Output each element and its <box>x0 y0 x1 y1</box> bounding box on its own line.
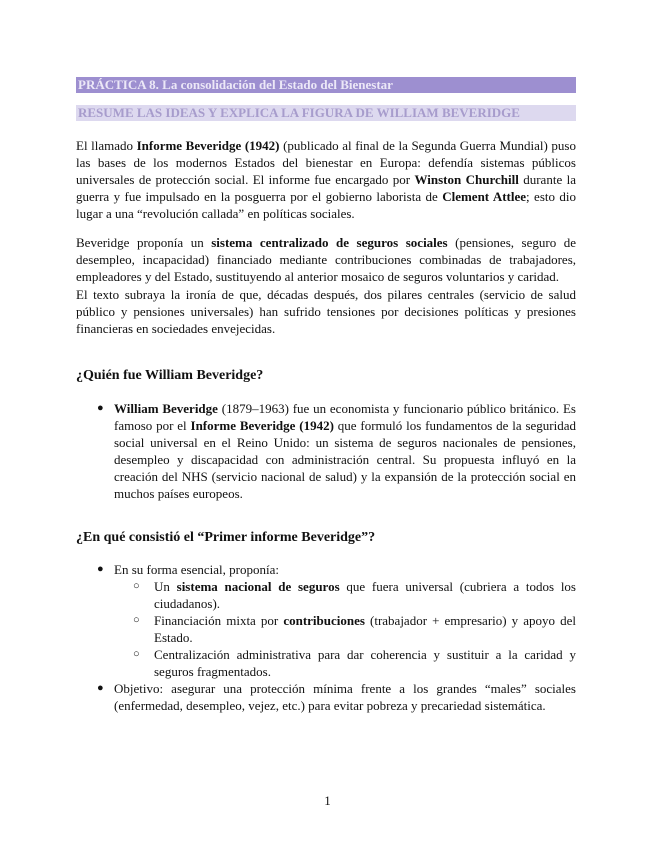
circle-bullet-icon: ○ <box>133 580 140 592</box>
bullet-icon: ● <box>97 682 104 694</box>
sublist <box>114 578 576 680</box>
sublist-item: ○ Financiación mixta por contribuciones (trabajador + empresario) y apoyo del Estado. <box>133 613 576 645</box>
sublist-item: ○ Centralización administrativa para dar coherencia y sustituir a la caridad y seguros fragmentados. <box>133 647 576 679</box>
practice-title: PRÁCTICA 8. La consolidación del Estado del Bienestar <box>76 77 576 93</box>
bullet-icon: ● <box>97 402 104 414</box>
sublist-item: ○ Un sistema nacional de seguros que fuera universal (cubriera a todos los ciudadanos). <box>133 579 576 611</box>
section2-list <box>76 561 576 714</box>
list-item: ● En su forma esencial, proponía: ○ Un sistema nacional de seguros que fuera universal (cubriera a todos los ciudadanos). ○ Financiación mixta por contribuciones (trabajador + empresario) y apoyo del Estado. ○ Centralización administrativa para dar coherencia y sustituir a la caridad y seguros fragmentados. <box>76 561 576 680</box>
intro-paragraph-3: El texto subraya la ironía de que, décadas después, dos pilares centrales (servicio de salud público y pensiones universales) han sufrido tensiones por decisiones políticas y presiones financieras en sociedades envejecidas. <box>76 287 576 336</box>
section2-heading: ¿En qué consistió el “Primer informe Beveridge”? <box>76 530 376 545</box>
section1-list <box>76 400 576 502</box>
circle-bullet-icon: ○ <box>133 614 140 626</box>
intro-paragraph-2: Beveridge proponía un sistema centralizado de seguros sociales (pensiones, seguro de desempleo, incapacidad) financiado mediante contribuciones combinadas de trabajadores, empleadores y del Estado, sustituyendo al anterior mosaico de seguros voluntarios y caridad. <box>76 235 576 284</box>
list-item: ● Objetivo: asegurar una protección mínima frente a los grandes “males” sociales (enfermedad, desempleo, vejez, etc.) para evitar pobreza y precariedad sistemática. <box>97 681 576 713</box>
section-subtitle: RESUME LAS IDEAS Y EXPLICA LA FIGURA DE WILLIAM BEVERIDGE <box>76 105 576 121</box>
circle-bullet-icon: ○ <box>133 648 140 660</box>
bullet-icon: ● <box>97 563 104 575</box>
page-number: 1 <box>324 793 331 808</box>
section1-heading: ¿Quién fue William Beveridge? <box>76 368 264 383</box>
intro-paragraph-1: El llamado Informe Beveridge (1942) (publicado al final de la Segunda Guerra Mundial) puso las bases de los modernos Estados del bienestar en Europa: defendía sistemas públicos universales de protección social. El informe fue encargado por Winston Churchill durante la guerra y fue impulsado en la posguerra por el gobierno laborista de Clement Attlee; esto dio lugar a una “revolución callada” en políticas sociales. <box>76 138 577 221</box>
list-item: ● William Beveridge (1879–1963) fue un economista y funcionario público británico. Es famoso por el Informe Beveridge (1942) que formuló los fundamentos de la seguridad social universal en el Reino Unido: un sistema de seguros nacionales de pensiones, desempleo y discapacidad con administración central. Su propuesta influyó en la creación del NHS (servicio nacional de salud) y la expansión de la protección social en muchos países europeos. <box>97 401 576 501</box>
